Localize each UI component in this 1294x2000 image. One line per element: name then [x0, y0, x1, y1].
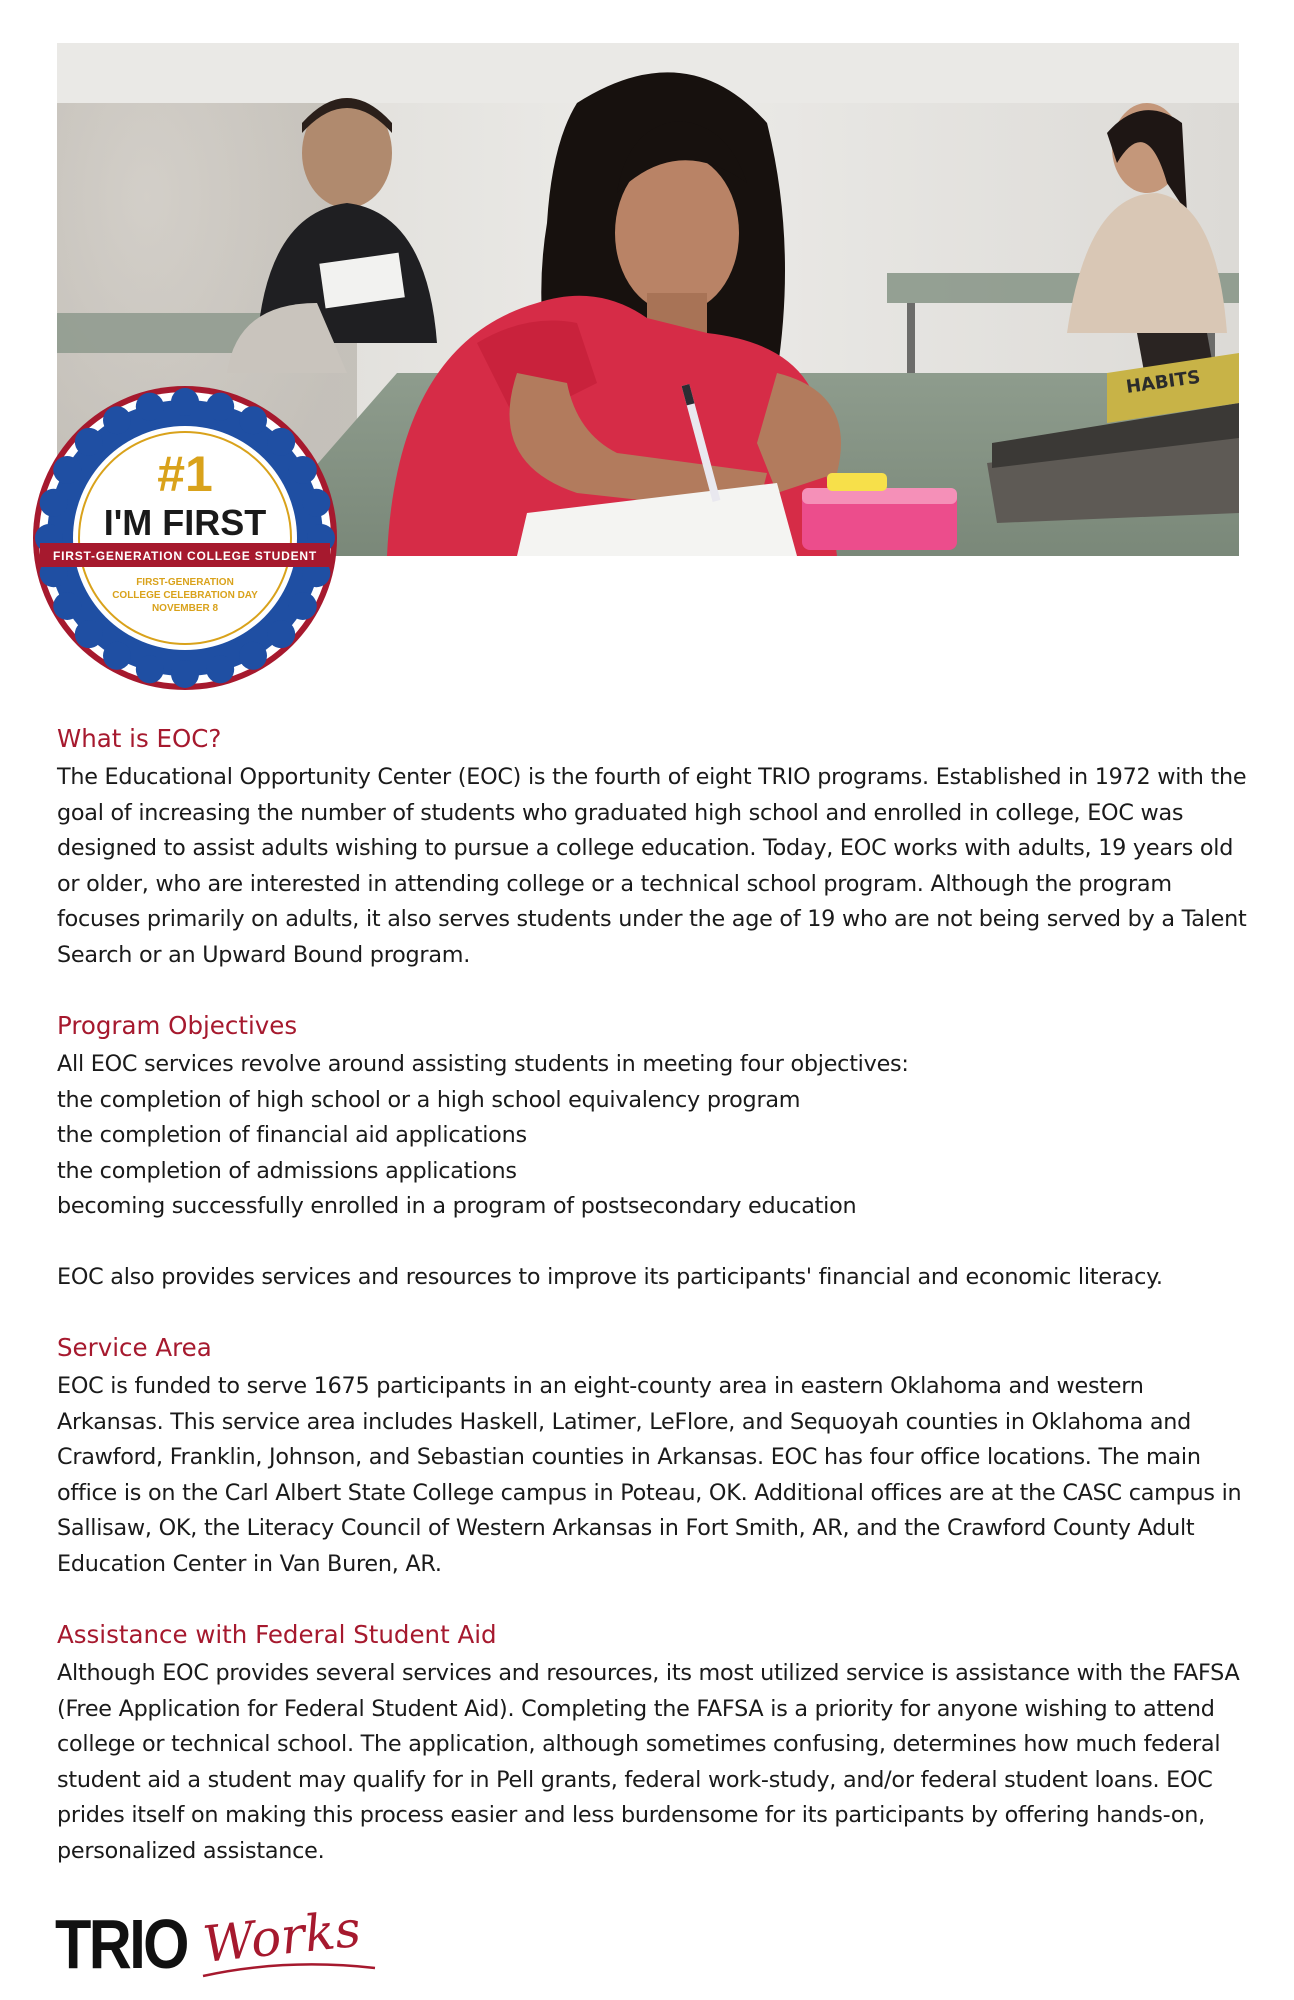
- objective-item: the completion of admissions applications: [57, 1157, 517, 1184]
- objective-item: becoming successfully enrolled in a program of postsecondary education: [57, 1193, 857, 1219]
- im-first-badge: [30, 383, 340, 693]
- section-federal-aid: [57, 1618, 1247, 1869]
- section-heading: What is EOC?: [57, 724, 222, 753]
- main-content: [57, 722, 1247, 1905]
- objectives-intro: All EOC services revolve around assisting students in meeting four objectives:: [57, 1051, 909, 1077]
- section-body: Although EOC provides several services and resources, its most utilized service is assistance with the FAFSA (Free Application for Federal Student Aid). Completing the FAFSA is a priority for anyone wishing to attend college or technical school. The application, although sometimes confusing, determines how much federal student aid a student may qualify for in Pell grants, federal work-study, and/or federal student loans. EOC prides itself on making this process easier and less burdensome for its participants by offering hands-on, personalized assistance.: [57, 1660, 1240, 1864]
- badge-line-2: COLLEGE CELEBRATION DAY: [112, 590, 258, 601]
- objective-item: the completion of financial aid applications: [57, 1122, 527, 1148]
- objectives-closing: EOC also provides services and resources to improve its participants' financial and economic literacy.: [57, 1263, 1163, 1290]
- section-heading: Program Objectives: [57, 1011, 298, 1040]
- logo-works: Works: [200, 1899, 364, 1974]
- objective-item: the completion of high school or a high school equivalency program: [57, 1086, 801, 1113]
- section-what-is-eoc: [57, 722, 1247, 973]
- badge-banner: FIRST-GENERATION COLLEGE STUDENT: [52, 549, 318, 563]
- section-program-objectives: [57, 1009, 1247, 1295]
- section-body: The Educational Opportunity Center (EOC) is the fourth of eight TRIO programs. Established in 1972 with the goal of increasing the number of students who graduated high school and enrolled in college, EOC was designed to assist adults wishing to pursue a college education. Today, EOC works with adults, 19 years old or older, who are interested in attending college or a technical school program. Although the program focuses primarily on adults, it also serves students under the age of 19 who are not being served by a Talent Search or an Upward Bound program.: [57, 764, 1247, 968]
- trio-works-logo: [55, 1898, 385, 1988]
- badge-line-1: FIRST-GENERATION: [136, 577, 234, 588]
- section-service-area: [57, 1331, 1247, 1582]
- section-body: EOC is funded to serve 1675 participants in an eight-county area in eastern Oklahoma and western Arkansas. This service area includes Haskell, Latimer, LeFlore, and Sequoyah counties in Oklahoma and Crawford, Franklin, Johnson, and Sebastian counties in Arkansas. EOC has four office locations. The main office is on the Carl Albert State College campus in Poteau, OK. Additional offices are at the CASC campus in Sallisaw, OK, the Literacy Council of Western Arkansas in Fort Smith, AR, and the Crawford County Adult Education Center in Van Buren, AR.: [57, 1373, 1242, 1577]
- objectives-list: [57, 1083, 1247, 1225]
- badge-rank: #1: [157, 446, 213, 502]
- section-heading: Service Area: [57, 1333, 212, 1362]
- logo-trio: TRIO: [55, 1904, 187, 1984]
- badge-line-3: NOVEMBER 8: [151, 603, 219, 614]
- section-heading: Assistance with Federal Student Aid: [57, 1620, 497, 1649]
- svg-text:HABITS: HABITS: [1124, 366, 1202, 398]
- badge-headline: I'M FIRST: [103, 502, 267, 543]
